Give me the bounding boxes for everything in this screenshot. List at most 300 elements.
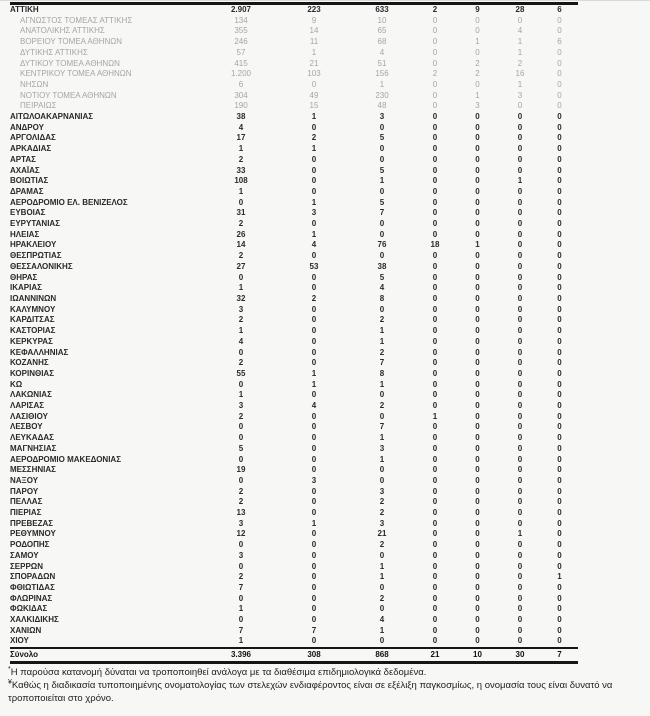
value-cell: 0 [517,454,523,464]
region-name-cell: ΚΟΖΑΝΗΣ [10,358,49,368]
value-cell: 1 [238,604,244,614]
value-cell: 0 [557,411,562,421]
region-name-cell: ΠΡΕΒΕΖΑΣ [10,518,54,528]
value-cell: 0 [238,454,244,464]
value-cell: 3 [379,443,385,453]
region-name-cell: ΛΕΥΚΑΔΑΣ [10,433,54,443]
value-cell: 0 [475,540,480,550]
region-name-cell: ΑΝΔΡΟΥ [10,122,44,132]
value-cell: 0 [517,219,523,229]
region-name-cell: ΒΟΙΩΤΙΑΣ [10,176,49,186]
table-row [10,636,578,648]
value-cell: 0 [475,304,480,314]
table-row [10,219,578,230]
value-cell: 15 [309,101,319,111]
value-cell: 0 [311,508,317,518]
table-row [10,390,578,401]
value-cell: 48 [377,101,387,111]
value-cell: 38 [236,112,246,122]
total-value-cell: 21 [414,648,456,663]
footnote-text: Η παρούσα κατανομή δύναται να τροποποιηθεί ανάλογα με τα διαθέσιμα επιδημιολογικά δεδομένα. [10,667,427,678]
value-cell: 0 [432,326,438,336]
region-name-cell: ΚΑΛΥΜΝΟΥ [10,304,56,314]
value-cell: 53 [309,261,319,271]
value-cell: 0 [517,475,523,485]
value-cell: 0 [517,101,523,111]
value-cell: 0 [557,304,562,314]
table-row [10,208,578,219]
value-cell: 0 [432,615,438,625]
value-cell: 0 [432,475,438,485]
value-cell: 0 [557,636,562,646]
value-cell: 0 [311,615,317,625]
table-row [10,604,578,615]
value-cell: 0 [557,465,562,475]
table-row [10,401,578,412]
value-cell: 0 [557,272,562,282]
table-row [10,594,578,605]
table-row [10,615,578,626]
table-row [10,37,578,48]
region-name-cell: ΛΑΣΙΘΙΟΥ [10,411,48,421]
value-cell: 2 [238,497,244,507]
value-cell: 5 [379,133,385,143]
value-cell: 8 [379,293,385,303]
table-row [10,444,578,455]
value-cell: 0 [557,240,562,250]
region-name-cell: ΚΑΣΤΟΡΙΑΣ [10,326,56,336]
region-name-cell: ΧΑΝΙΩΝ [10,625,42,635]
value-cell: 0 [557,315,562,325]
value-cell: 4 [238,122,244,132]
value-cell: 0 [432,529,438,539]
value-cell: 0 [557,347,562,357]
value-cell: 0 [557,154,562,164]
value-cell: 0 [311,443,317,453]
table-row [10,422,578,433]
value-cell: 0 [432,15,438,25]
value-cell: 9 [311,15,317,25]
value-cell: 0 [557,604,562,614]
region-name-cell: ΘΕΣΣΑΛΟΝΙΚΗΣ [10,261,73,271]
value-cell: 0 [475,358,480,368]
value-cell: 0 [517,572,523,582]
value-cell: 2 [475,58,480,68]
table-body [10,4,578,649]
value-cell: 0 [517,283,523,293]
value-cell: 26 [236,229,246,239]
value-cell: 31 [236,208,246,218]
total-value-cell: 3.396 [204,648,278,663]
region-name-cell: ΚΑΡΔΙΤΣΑΣ [10,315,55,325]
value-cell: 5 [379,272,385,282]
table-row [10,326,578,337]
value-cell: 1 [517,176,523,186]
value-cell: 0 [475,272,480,282]
value-cell: 2 [238,219,244,229]
value-cell: 16 [515,69,525,79]
value-cell: 49 [309,90,319,100]
value-cell: 0 [517,593,523,603]
value-cell: 17 [236,133,246,143]
table-row [10,337,578,348]
value-cell: 0 [311,433,317,443]
value-cell: 0 [475,144,480,154]
value-cell: 633 [375,5,389,14]
value-cell: 2 [379,315,385,325]
table-row [10,59,578,70]
value-cell: 0 [557,112,562,122]
value-cell: 4 [379,615,385,625]
value-cell: 3 [517,90,523,100]
value-cell: 0 [517,144,523,154]
value-cell: 7 [379,422,385,432]
value-cell: 0 [517,550,523,560]
value-cell: 0 [557,283,562,293]
table-row [10,26,578,37]
value-cell: 0 [517,336,523,346]
footnote [8,667,646,680]
value-cell: 0 [475,379,480,389]
value-cell: 2 [379,508,385,518]
total-value-cell: 10 [456,648,499,663]
value-cell: 0 [432,133,438,143]
region-name-cell: ΚΕΝΤΡΙΚΟΥ ΤΟΜΕΑ ΑΘΗΝΩΝ [20,69,132,79]
value-cell: 0 [238,433,244,443]
value-cell: 0 [517,165,523,175]
value-cell: 0 [517,401,523,411]
region-name-cell: ΣΠΟΡΑΔΩΝ [10,572,56,582]
value-cell: 5 [379,165,385,175]
value-cell: 0 [475,508,480,518]
value-cell: 0 [379,604,385,614]
value-cell: 0 [475,497,480,507]
value-cell: 0 [379,550,385,560]
region-name-cell: ΝΗΣΩΝ [20,79,49,89]
value-cell: 0 [517,422,523,432]
value-cell: 0 [475,251,480,261]
value-cell: 0 [432,79,438,89]
value-cell: 0 [475,197,480,207]
value-cell: 11 [309,37,319,47]
value-cell: 9 [475,5,480,14]
table-row [10,380,578,391]
value-cell: 0 [432,208,438,218]
value-cell: 21 [309,58,319,68]
value-cell: 2 [432,5,438,14]
table-row [10,583,578,594]
value-cell: 0 [557,615,562,625]
value-cell: 0 [432,561,438,571]
region-name-cell: ΛΑΡΙΣΑΣ [10,401,45,411]
value-cell: 2 [311,293,317,303]
table-row [10,123,578,134]
value-cell: 0 [517,433,523,443]
value-cell: 0 [557,561,562,571]
value-cell: 2 [432,69,438,79]
value-cell: 0 [432,486,438,496]
value-cell: 0 [475,47,480,57]
page-top-rule [0,0,650,1]
region-name-cell: ΑΝΑΤΟΛΙΚΗΣ ΑΤΤΙΚΗΣ [20,26,105,36]
region-name-cell: ΑΕΡΟΔΡΟΜΙΟ ΜΑΚΕΔΟΝΙΑΣ [10,454,121,464]
region-name-cell: ΚΕΦΑΛΛΗΝΙΑΣ [10,347,69,357]
region-name-cell: ΣΑΜΟΥ [10,550,39,560]
value-cell: 0 [379,144,385,154]
region-name-cell: ΧΑΛΚΙΔΙΚΗΣ [10,615,59,625]
value-cell: 5 [379,197,385,207]
value-cell: 0 [557,625,562,635]
value-cell: 0 [557,133,562,143]
value-cell: 57 [236,47,246,57]
value-cell: 0 [557,165,562,175]
table-row [10,348,578,359]
value-cell: 0 [557,326,562,336]
value-cell: 0 [238,272,244,282]
value-cell: 0 [475,261,480,271]
value-cell: 103 [307,69,321,79]
value-cell: 1 [311,229,317,239]
value-cell: 0 [517,326,523,336]
value-cell: 0 [238,475,244,485]
table-row [10,508,578,519]
value-cell: 28 [515,5,525,14]
value-cell: 0 [517,251,523,261]
value-cell: 0 [311,358,317,368]
region-name-cell: ΦΛΩΡΙΝΑΣ [10,593,53,603]
value-cell: 0 [432,261,438,271]
table-row [10,497,578,508]
value-cell: 0 [517,604,523,614]
value-cell: 0 [557,475,562,485]
value-cell: 0 [475,561,480,571]
value-cell: 3 [238,550,244,560]
value-cell: 0 [379,154,385,164]
value-cell: 0 [557,197,562,207]
value-cell: 0 [238,561,244,571]
value-cell: 0 [517,540,523,550]
value-cell: 1 [379,433,385,443]
value-cell: 0 [517,315,523,325]
value-cell: 0 [517,186,523,196]
value-cell: 0 [475,593,480,603]
table-row [10,144,578,155]
value-cell: 51 [377,58,387,68]
value-cell: 2 [379,540,385,550]
value-cell: 0 [475,15,480,25]
value-cell: 0 [557,15,562,25]
value-cell: 156 [375,69,389,79]
value-cell: 0 [517,443,523,453]
value-cell: 1 [475,37,480,47]
value-cell: 0 [517,208,523,218]
value-cell: 0 [311,326,317,336]
value-cell: 2 [311,133,317,143]
value-cell: 0 [475,604,480,614]
value-cell: 3 [379,486,385,496]
table-row [10,519,578,530]
value-cell: 0 [432,358,438,368]
value-cell: 0 [475,411,480,421]
region-name-cell: ΠΕΙΡΑΙΩΣ [20,101,57,111]
value-cell: 0 [432,58,438,68]
value-cell: 0 [311,582,317,592]
total-row [10,648,578,663]
value-cell: 230 [375,90,389,100]
value-cell: 0 [379,229,385,239]
value-cell: 8 [379,368,385,378]
value-cell: 3 [238,518,244,528]
value-cell: 0 [432,272,438,282]
value-cell: 0 [432,368,438,378]
value-cell: 4 [311,240,317,250]
value-cell: 0 [432,47,438,57]
value-cell: 0 [557,293,562,303]
value-cell: 0 [432,219,438,229]
value-cell: 1 [517,529,523,539]
region-name-cell: ΙΩΑΝΝΙΝΩΝ [10,293,57,303]
value-cell: 0 [557,508,562,518]
value-cell: 0 [517,15,523,25]
table-row [10,187,578,198]
value-cell: 0 [475,165,480,175]
region-name-cell: ΚΕΡΚΥΡΑΣ [10,336,53,346]
table-row [10,101,578,112]
value-cell: 0 [311,593,317,603]
value-cell: 1 [517,37,523,47]
value-cell: 3 [475,101,480,111]
value-cell: 0 [557,540,562,550]
total-value-cell: 7 [541,648,578,663]
region-name-cell: ΧΙΟΥ [10,636,29,646]
value-cell: 0 [311,165,317,175]
value-cell: 0 [517,486,523,496]
value-cell: 0 [475,26,480,36]
value-cell: 0 [475,615,480,625]
value-cell: 0 [311,422,317,432]
value-cell: 1 [238,390,244,400]
value-cell: 0 [517,518,523,528]
value-cell: 12 [236,529,246,539]
value-cell: 0 [557,593,562,603]
table-row [10,48,578,59]
table-row [10,305,578,316]
value-cell: 0 [557,186,562,196]
value-cell: 0 [517,347,523,357]
value-cell: 0 [432,443,438,453]
value-cell: 0 [557,582,562,592]
value-cell: 0 [557,90,562,100]
value-cell: 0 [517,390,523,400]
value-cell: 4 [311,401,317,411]
value-cell: 4 [379,47,385,57]
region-name-cell: ΑΡΓΟΛΙΔΑΣ [10,133,56,143]
value-cell: 55 [236,368,246,378]
value-cell: 1 [475,240,480,250]
value-cell: 0 [475,529,480,539]
region-name-cell: ΠΕΛΛΑΣ [10,497,43,507]
value-cell: 0 [432,508,438,518]
region-name-cell: ΜΕΣΣΗΝΙΑΣ [10,465,56,475]
value-cell: 0 [517,379,523,389]
value-cell: 0 [557,529,562,539]
value-cell: 0 [557,358,562,368]
regional-distribution-table [10,2,578,664]
value-cell: 0 [475,636,480,646]
value-cell: 0 [475,550,480,560]
value-cell: 0 [432,347,438,357]
value-cell: 1 [557,572,562,582]
value-cell: 0 [475,229,480,239]
value-cell: 0 [311,529,317,539]
region-name-cell: ΡΕΘΥΜΝΟΥ [10,529,56,539]
value-cell: 0 [475,219,480,229]
value-cell: 0 [557,79,562,89]
value-cell: 0 [475,79,480,89]
value-cell: 0 [432,454,438,464]
value-cell: 0 [311,497,317,507]
value-cell: 1 [311,197,317,207]
value-cell: 2 [379,593,385,603]
value-cell: 0 [475,336,480,346]
value-cell: 0 [432,154,438,164]
value-cell: 0 [311,154,317,164]
value-cell: 0 [379,186,385,196]
region-name-cell: ΝΟΤΙΟΥ ΤΟΜΕΑ ΑΘΗΝΩΝ [20,90,117,100]
region-name-cell: ΦΩΚΙΔΑΣ [10,604,48,614]
table-row [10,465,578,476]
value-cell: 0 [475,186,480,196]
value-cell: 7 [311,625,317,635]
value-cell: 1 [379,561,385,571]
value-cell: 0 [238,379,244,389]
value-cell: 415 [234,58,248,68]
footnote-marker: * [8,665,11,673]
region-name-cell: ΘΕΣΠΡΩΤΙΑΣ [10,251,62,261]
value-cell: 2 [238,572,244,582]
region-name-cell: ΑΙΤΩΛΟΑΚΑΡΝΑΝΙΑΣ [10,112,94,122]
value-cell: 0 [379,251,385,261]
table-row [10,230,578,241]
value-cell: 0 [557,176,562,186]
region-name-cell: ΑΡΚΑΔΙΑΣ [10,144,52,154]
value-cell: 246 [234,37,248,47]
value-cell: 0 [475,326,480,336]
value-cell: 1 [311,379,317,389]
value-cell: 0 [238,347,244,357]
table-row [10,69,578,80]
value-cell: 7 [238,582,244,592]
region-name-cell: ΒΟΡΕΙΟΥ ΤΟΜΕΑ ΑΘΗΝΩΝ [20,37,123,47]
table-row [10,294,578,305]
value-cell: 0 [557,497,562,507]
value-cell: 1 [311,368,317,378]
region-name-cell: ΗΛΕΙΑΣ [10,229,40,239]
value-cell: 0 [432,497,438,507]
value-cell: 0 [475,475,480,485]
value-cell: 0 [311,186,317,196]
table-row [10,262,578,273]
value-cell: 3 [379,518,385,528]
value-cell: 0 [311,251,317,261]
value-cell: 0 [432,625,438,635]
total-label-cell: Σύνολο [10,648,204,663]
region-name-cell: ΕΥΡΥΤΑΝΙΑΣ [10,219,60,229]
value-cell: 304 [234,90,248,100]
value-cell: 0 [475,154,480,164]
value-cell: 0 [238,197,244,207]
value-cell: 0 [311,283,317,293]
